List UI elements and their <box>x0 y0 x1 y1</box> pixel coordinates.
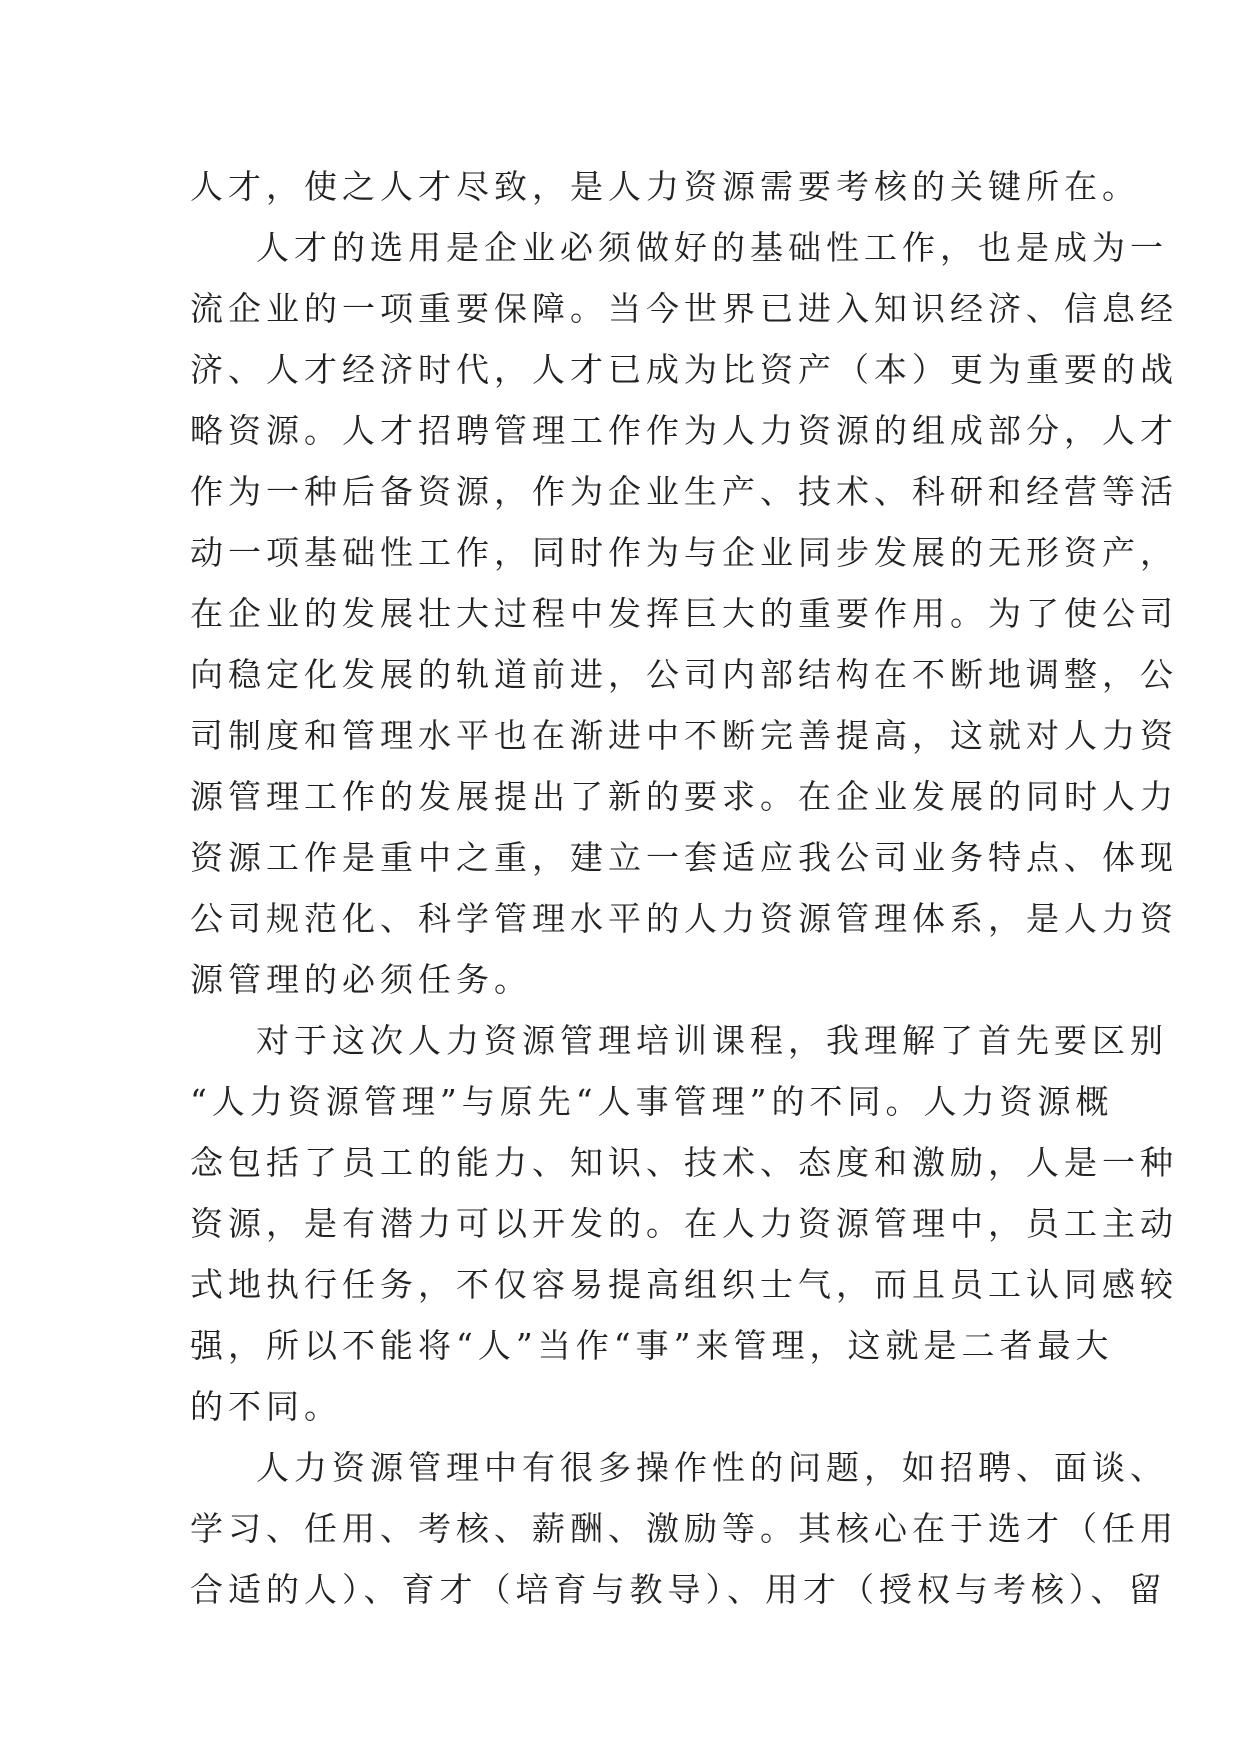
text-line: 资源，是有潜力可以开发的。在人力资源管理中，员工主动 <box>190 1204 1178 1243</box>
text-line: “人力资源管理”与原先“人事管理”的不同。人力资源概 <box>190 1082 1114 1121</box>
text-line: 强，所以不能将“人”当作“事”来管理，这就是二者最大 <box>190 1326 1114 1365</box>
text-line: 源管理工作的发展提出了新的要求。在企业发展的同时人力 <box>190 777 1178 816</box>
text-line: 人力资源管理中有很多操作性的问题，如招聘、面谈、 <box>256 1448 1168 1487</box>
text-line: 在企业的发展壮大过程中发挥巨大的重要作用。为了使公司 <box>190 594 1178 633</box>
paragraph-2 <box>190 217 1178 1010</box>
text-line: 念包括了员工的能力、知识、技术、态度和激励，人是一种 <box>190 1143 1178 1182</box>
paragraph-1 <box>190 156 1140 217</box>
text-line: 作为一种后备资源，作为企业生产、技术、科研和经营等活 <box>190 472 1178 511</box>
text-line: 济、人才经济时代，人才已成为比资产（本）更为重要的战 <box>190 350 1178 389</box>
text-line: 学习、任用、考核、薪酬、激励等。其核心在于选才（任用 <box>190 1509 1178 1548</box>
text-line: 人才，使之人才尽致，是人力资源需要考核的关键所在。 <box>190 167 1140 206</box>
text-line: 向稳定化发展的轨道前进，公司内部结构在不断地调整，公 <box>190 655 1178 694</box>
text-line: 资源工作是重中之重，建立一套适应我公司业务特点、体现 <box>190 838 1178 877</box>
paragraph-3 <box>190 1010 1178 1437</box>
text-line: 公司规范化、科学管理水平的人力资源管理体系，是人力资 <box>190 899 1178 938</box>
text-line: 流企业的一项重要保障。当今世界已进入知识经济、信息经 <box>190 289 1178 328</box>
text-line: 合适的人）、育才（培育与教导）、用才（授权与考核）、留 <box>190 1570 1167 1609</box>
text-line: 动一项基础性工作，同时作为与企业同步发展的无形资产， <box>190 533 1178 572</box>
text-line: 式地执行任务，不仅容易提高组织士气，而且员工认同感较 <box>190 1265 1178 1304</box>
paragraph-4 <box>190 1437 1178 1620</box>
text-line: 源管理的必须任务。 <box>190 960 532 999</box>
document-body <box>190 156 1178 1620</box>
text-line: 对于这次人力资源管理培训课程，我理解了首先要区别 <box>256 1021 1168 1060</box>
text-line: 略资源。人才招聘管理工作作为人力资源的组成部分，人才 <box>190 411 1178 450</box>
text-line: 人才的选用是企业必须做好的基础性工作，也是成为一 <box>256 228 1168 267</box>
text-line: 司制度和管理水平也在渐进中不断完善提高，这就对人力资 <box>190 716 1178 755</box>
text-line: 的不同。 <box>190 1387 342 1426</box>
